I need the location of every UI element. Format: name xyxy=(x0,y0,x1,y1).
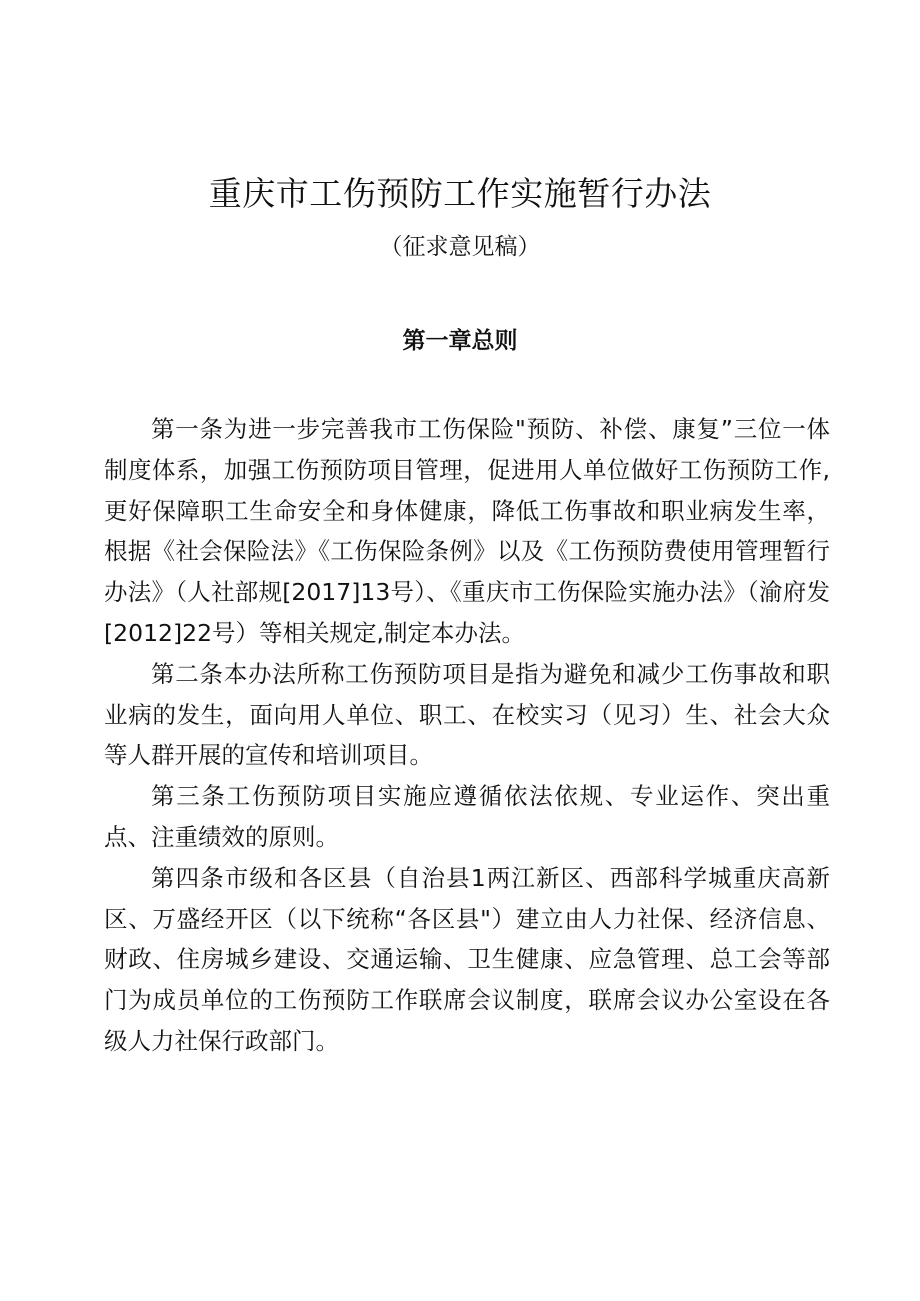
article-1: 第一条为进一步完善我市工伤保险"预防、补偿、康复”三位一体制度体系，加强工伤预防项目管理，促进用人单位做好工伤预防工作,更好保障职工生命安全和身体健康，降低工伤事故和职业病发生率，根据《社会保险法》《工伤保险条例》以及《工伤预防费使用管理暂行办法》（人社部规[2017]13号）、《重庆市工伤保险实施办法》（渝府发[2012]22号）等相关规定,制定本办法。 xyxy=(104,415,830,647)
document-body xyxy=(104,409,830,1062)
article-3: 第三条工伤预防项目实施应遵循依法依规、专业运作、突出重点、注重绩效的原则。 xyxy=(104,782,830,851)
document-title: 重庆市工伤预防工作实施暂行办法 xyxy=(208,174,712,213)
article-2: 第二条本办法所称工伤预防项目是指为避免和减少工伤事故和职业病的发生，面向用人单位、职工、在校实习（见习）生、社会大众等人群开展的宣传和培训项目。 xyxy=(104,659,830,770)
article-4: 第四条市级和各区县（自治县1两江新区、西部科学城重庆高新区、万盛经开区（以下统称“各区县"）建立由人力社保、经济信息、财政、住房城乡建设、交通运输、卫生健康、应急管理、总工会等部门为成员单位的工伤预防工作联席会议制度，联席会议办公室设在各级人力社保行政部门。 xyxy=(104,863,830,1055)
document-subtitle: （征求意见稿） xyxy=(379,234,541,260)
chapter-heading: 第一章总则 xyxy=(402,328,518,354)
